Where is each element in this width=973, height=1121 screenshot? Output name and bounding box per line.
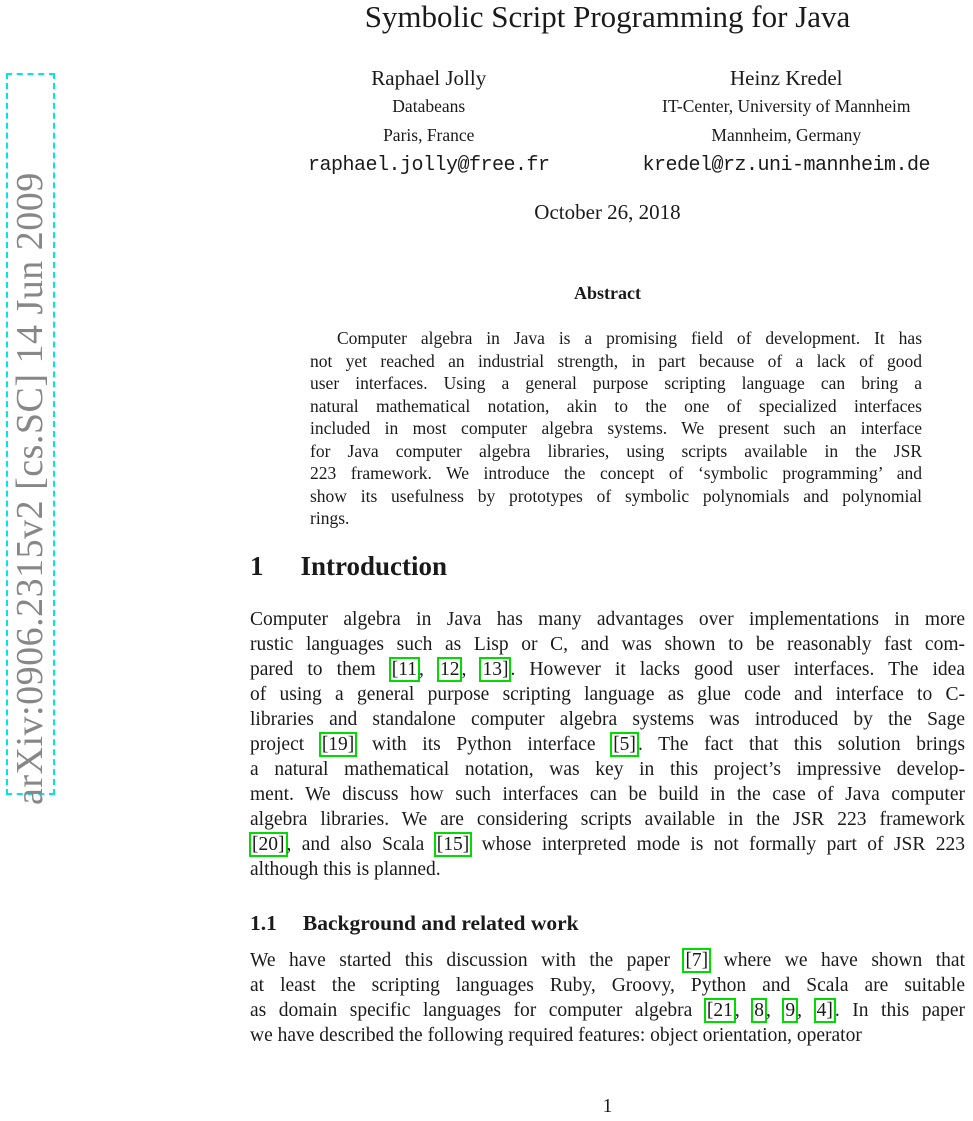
author-affiliation-1: Databeans — [392, 96, 466, 116]
arxiv-stamp-text: arXiv:0906.2315v2 [cs.SC] 14 Jun 2009 — [9, 172, 51, 805]
author-card — [608, 64, 966, 180]
citation-link[interactable]: 9 — [782, 998, 798, 1023]
text-line: rings. — [310, 508, 350, 528]
text-line: as domain specific languages for computer algebra [21 , 8 , 9 , 4] . In this paper — [250, 1000, 966, 1021]
section-1-1-heading — [250, 910, 965, 937]
citation-link[interactable]: 8 — [751, 998, 767, 1023]
text-line: not yet reached an industrial strength, in part because of a lack of good — [310, 350, 922, 371]
author-email: kredel@rz.uni-mannheim.de — [642, 154, 931, 177]
citation-link[interactable]: [15] — [434, 832, 473, 857]
page-number: 1 — [602, 1096, 613, 1117]
text-line: a natural mathematical notation, was key in this project’s impressive develop- — [250, 759, 965, 780]
text-line: We have started this discussion with the paper [7] where we have shown that — [250, 950, 965, 971]
text-line: project [19] with its Python interface [5] . The fact that this solution brings — [250, 734, 965, 755]
paragraph-intro — [250, 607, 965, 882]
section-number: 1.1 — [250, 911, 277, 935]
author-affiliation-1: IT-Center, University of Mannheim — [662, 96, 911, 116]
text-line: user interfaces. Using a general purpose scripting language can bring a — [310, 373, 922, 393]
citation-link[interactable]: [19] — [319, 732, 358, 757]
text-line: rustic languages such as Lisp or C, and was shown to be reasonably fast com- — [250, 634, 965, 655]
arxiv-stamp — [6, 73, 55, 805]
authors-block — [250, 64, 965, 180]
paper-date: October 26, 2018 — [534, 200, 681, 224]
text-line: Computer algebra in Java is a promising field of development. It has — [337, 328, 922, 348]
text-line: although this is planned. — [250, 859, 441, 880]
author-name: Raphael Jolly — [371, 66, 487, 90]
citation-link[interactable]: [5] — [610, 732, 639, 757]
section-title: Background and related work — [302, 911, 579, 935]
author-card — [250, 64, 608, 180]
section-number: 1 — [250, 551, 264, 581]
citation-link[interactable]: [7] — [682, 948, 711, 973]
paragraph-background — [250, 948, 965, 1048]
citation-link[interactable]: 13] — [479, 657, 511, 682]
citation-link[interactable]: [21 — [704, 998, 736, 1023]
citation-link[interactable]: 12 — [437, 657, 463, 682]
text-line: [20] , and also Scala [15] whose interpreted mode is not formally part of JSR 223 — [250, 832, 965, 857]
section-title: Introduction — [300, 551, 448, 581]
text-line: of using a general purpose scripting language as glue code and interface to C- — [250, 684, 965, 705]
text-line: 223 framework. We introduce the concept of ‘symbolic programming’ and — [310, 463, 922, 483]
text-line: Computer algebra in Java has many advantages over implementations in more — [250, 609, 965, 630]
abstract-heading: Abstract — [574, 283, 641, 303]
text-line: libraries and standalone computer algebra systems was introduced by the Sage — [250, 709, 965, 730]
author-affiliation-2: Paris, France — [383, 125, 475, 145]
text-line: pared to them [11 , 12 , 13] . However it lacks good user interfaces. The idea — [250, 659, 965, 680]
citation-link[interactable]: [11 — [389, 657, 420, 682]
text-line: at least the scripting languages Ruby, Groovy, Python and Scala are suitable — [250, 975, 965, 996]
text-line: included in most computer algebra systems. We present such an interface — [310, 418, 922, 438]
text-line: for Java computer algebra libraries, using scripts available in the JSR — [310, 440, 922, 461]
text-line: ment. We discuss how such interfaces can be build in the case of Java computer — [250, 784, 965, 805]
abstract-body — [310, 327, 922, 530]
citation-link[interactable]: 4] — [814, 998, 836, 1023]
text-line: show its usefulness by prototypes of symbolic polynomials and polynomial — [310, 485, 922, 506]
text-line: we have described the following required features: object orientation, operator — [250, 1025, 862, 1046]
author-email: raphael.jolly@free.fr — [307, 154, 550, 177]
paper-title: Symbolic Script Programming for Java — [364, 0, 851, 34]
author-affiliation-2: Mannheim, Germany — [711, 125, 862, 145]
text-line: algebra libraries. We are considering scripts available in the JSR 223 framework — [250, 809, 965, 830]
author-name: Heinz Kredel — [729, 66, 843, 90]
section-1-heading — [250, 551, 965, 582]
text-line: natural mathematical notation, akin to the one of specialized interfaces — [310, 395, 922, 416]
citation-link[interactable]: [20] — [249, 832, 288, 857]
